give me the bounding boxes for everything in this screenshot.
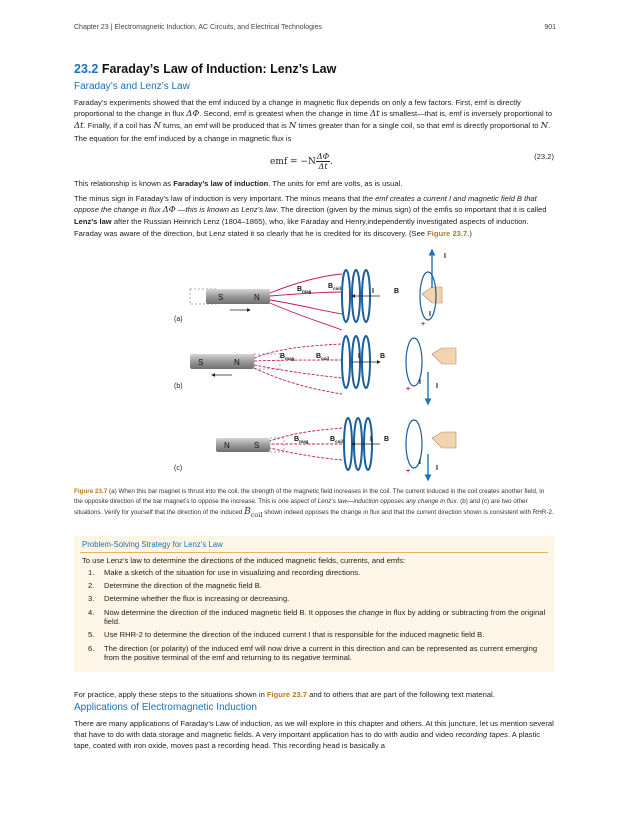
paragraph-faraday-law: This relationship is known as Faraday’s law of induction. The units for emf are volts, as is usual.: [74, 179, 403, 188]
paragraph-practice: For practice, apply these steps to the situations shown in Figure 23.7 and to others that are part of the following text material.: [74, 690, 495, 699]
figure-link[interactable]: Figure 23.7: [427, 228, 468, 238]
magnet-pole-left: S: [198, 358, 204, 367]
current-label: I: [436, 383, 438, 390]
chapter-title: Chapter 23 | Electromagnetic Induction, AC Circuits, and Electrical Technologies: [74, 24, 322, 31]
list-item: 2. Determine the direction of the magnetic field B.: [88, 581, 262, 591]
strategy-title: Problem-Solving Strategy for Lenz’s Law: [82, 540, 223, 549]
delta-t-symbol: Δt: [369, 109, 380, 120]
b-coil-label: $B_{coil}$: [330, 436, 343, 444]
paragraph-faraday: Faraday’s experiments showed that the emf induced by a change in magnetic flux depends on only a few factors. First, emf is directly proportional to the change in flux ΔΦ. Second, emf is greatest when the change in time Δt is smallest—that is, emf is inversely proportional to Δt. Finally, if a coil has N turns, an emf will be produced that is N times greater than for a single coil, so that emf is directly proportional to N. The equation for the emf induced by a change in magnetic flux is: [74, 98, 553, 143]
magnet-pole-right: S: [254, 441, 260, 450]
delta-t-symbol: Δt: [74, 121, 84, 132]
list-item: 3. Determine whether the flux is increasing or decreasing.: [88, 594, 290, 604]
equation-number: (23.2): [534, 152, 554, 161]
b-coil-label: $B_{coil}$: [328, 283, 341, 291]
n-symbol: N: [153, 121, 161, 132]
b-mag-label: $B_{mag}$: [280, 353, 295, 361]
hand-icon: [432, 348, 456, 364]
bar-magnet: [206, 289, 270, 304]
plus-terminal: +: [406, 386, 411, 393]
figure-label: Figure 23.7: [74, 488, 108, 495]
current-label: I: [358, 353, 360, 360]
current-label: I: [419, 459, 421, 466]
b-mag-label: $B_{mag}$: [297, 286, 312, 294]
field-line: [254, 368, 342, 394]
panel-label: (a): [174, 316, 183, 323]
figure-23-7: [170, 248, 470, 484]
n-symbol: N: [540, 121, 549, 132]
field-line: [270, 300, 342, 314]
magnet-pole-left: S: [218, 293, 224, 302]
b-coil-label: $B_{coil}$: [316, 353, 329, 361]
subsection-heading-applications: Applications of Electromagnetic Induction: [74, 702, 257, 713]
b-label: B: [394, 288, 400, 295]
current-label: I: [372, 288, 374, 295]
panel-a: [174, 250, 446, 330]
magnet-pole-right: N: [234, 358, 240, 367]
paragraph-minus-sign: The minus sign in Faraday’s law of induction is very important. The minus means that the emf creates a current I and magnetic field B that oppose the change in flux ΔΦ —this is known as Lenz’s law. The direction (given by the minus sign) of the emfis so important that it is called Lenz’s law after the Russian Heinrich Lenz (1804–1865), who, like Faraday and Henry,independently investigated aspects of induction. Faraday was aware of the direction, but Lenz stated it so clearly that he is credited for its discovery. (See Figure 23.7.): [74, 194, 547, 238]
strategy-steps: [82, 568, 548, 666]
panel-label: (c): [174, 465, 183, 472]
list-item: 5. Use RHR-2 to determine the direction of the induced current I that is responsible for the induced magnetic field B.: [88, 630, 485, 640]
magnet-pole-left: N: [224, 441, 230, 450]
figure-caption: Figure 23.7 (a) When this bar magnet is thrust into the coil, the strength of the magnetic field increases in the coil. The current induced in the coil creates another field, in the opposite direction of the bar magnet’s to oppose the increase. This is one aspect of Lenz’s law—induction opposes any change in flux. (b) and (c) are two other situations. Verify for yourself that the direction of the induced $B_{coil}$ shown indeed opposes the change in flux and that the current direction shown is consistent with RHR-2.: [74, 488, 554, 519]
magnet-pole-right: N: [254, 293, 260, 302]
running-header: [74, 24, 556, 31]
equation-formula: emf = −N $\frac{\Delta\Phi}{\Delta t}$ .: [270, 152, 334, 171]
strategy-box: [74, 536, 554, 672]
section-title: [74, 62, 554, 76]
section-number: 23.2: [74, 62, 99, 76]
panel-label: (b): [174, 383, 183, 390]
strategy-intro: To use Lenz’s law to determine the directions of the induced magnetic fields, currents, and emfs:: [82, 556, 406, 565]
list-item: 1. Make a sketch of the situation for use in visualizing and recording directions.: [88, 568, 361, 577]
plus-terminal: +: [421, 321, 426, 328]
hand-icon: [432, 432, 456, 448]
subsection-heading-lenz: Faraday’s and Lenz’s Law: [74, 81, 190, 92]
current-label: I: [429, 311, 431, 318]
section-title-text: Faraday’s Law of Induction: Lenz’s Law: [101, 62, 337, 76]
delta-phi-symbol: ΔΦ: [186, 109, 200, 120]
current-label: I: [419, 379, 421, 386]
current-label: I: [370, 436, 372, 443]
b-label: B: [384, 436, 390, 443]
b-label: B: [380, 353, 386, 360]
n-symbol: N: [288, 121, 297, 132]
plus-terminal: +: [406, 468, 411, 475]
magnet-prior-position: [254, 354, 280, 369]
panel-b: [174, 336, 456, 404]
current-label: I: [444, 253, 446, 260]
hand-icon: [422, 287, 442, 303]
figure-link[interactable]: Figure 23.7: [266, 690, 307, 699]
equation-23-2: [74, 150, 554, 174]
delta-phi-symbol: ΔΦ: [162, 205, 176, 216]
b-coil-symbol: $B_{coil}$: [244, 507, 263, 519]
paragraph-applications: There are many applications of Faraday’s Law of induction, as we will explore in this chapter and others. At this juncture, let us mention several that have to do with data storage and magnetic fields. A very important application has to do with audio and video recording tapes. A plastic tape, coated with iron oxide, moves past a recording head. This recording head is basically a: [74, 719, 554, 751]
b-mag-label: $B_{mag}$: [294, 436, 309, 444]
page-number: 901: [544, 24, 556, 31]
list-item: 6. The direction (or polarity) of the induced emf will now drive a current in this direction and can be represented as current emerging from the positive terminal of the emf and returning to its negative terminal.: [88, 643, 538, 663]
current-label: I: [436, 465, 438, 472]
list-item: 4. Now determine the direction of the induced magnetic field B. It opposes the change in flux by adding or subtracting from the original field.: [88, 607, 546, 627]
strategy-divider: [80, 552, 548, 553]
panel-c: [174, 418, 456, 480]
field-line: [254, 365, 342, 378]
field-line: [270, 448, 342, 460]
